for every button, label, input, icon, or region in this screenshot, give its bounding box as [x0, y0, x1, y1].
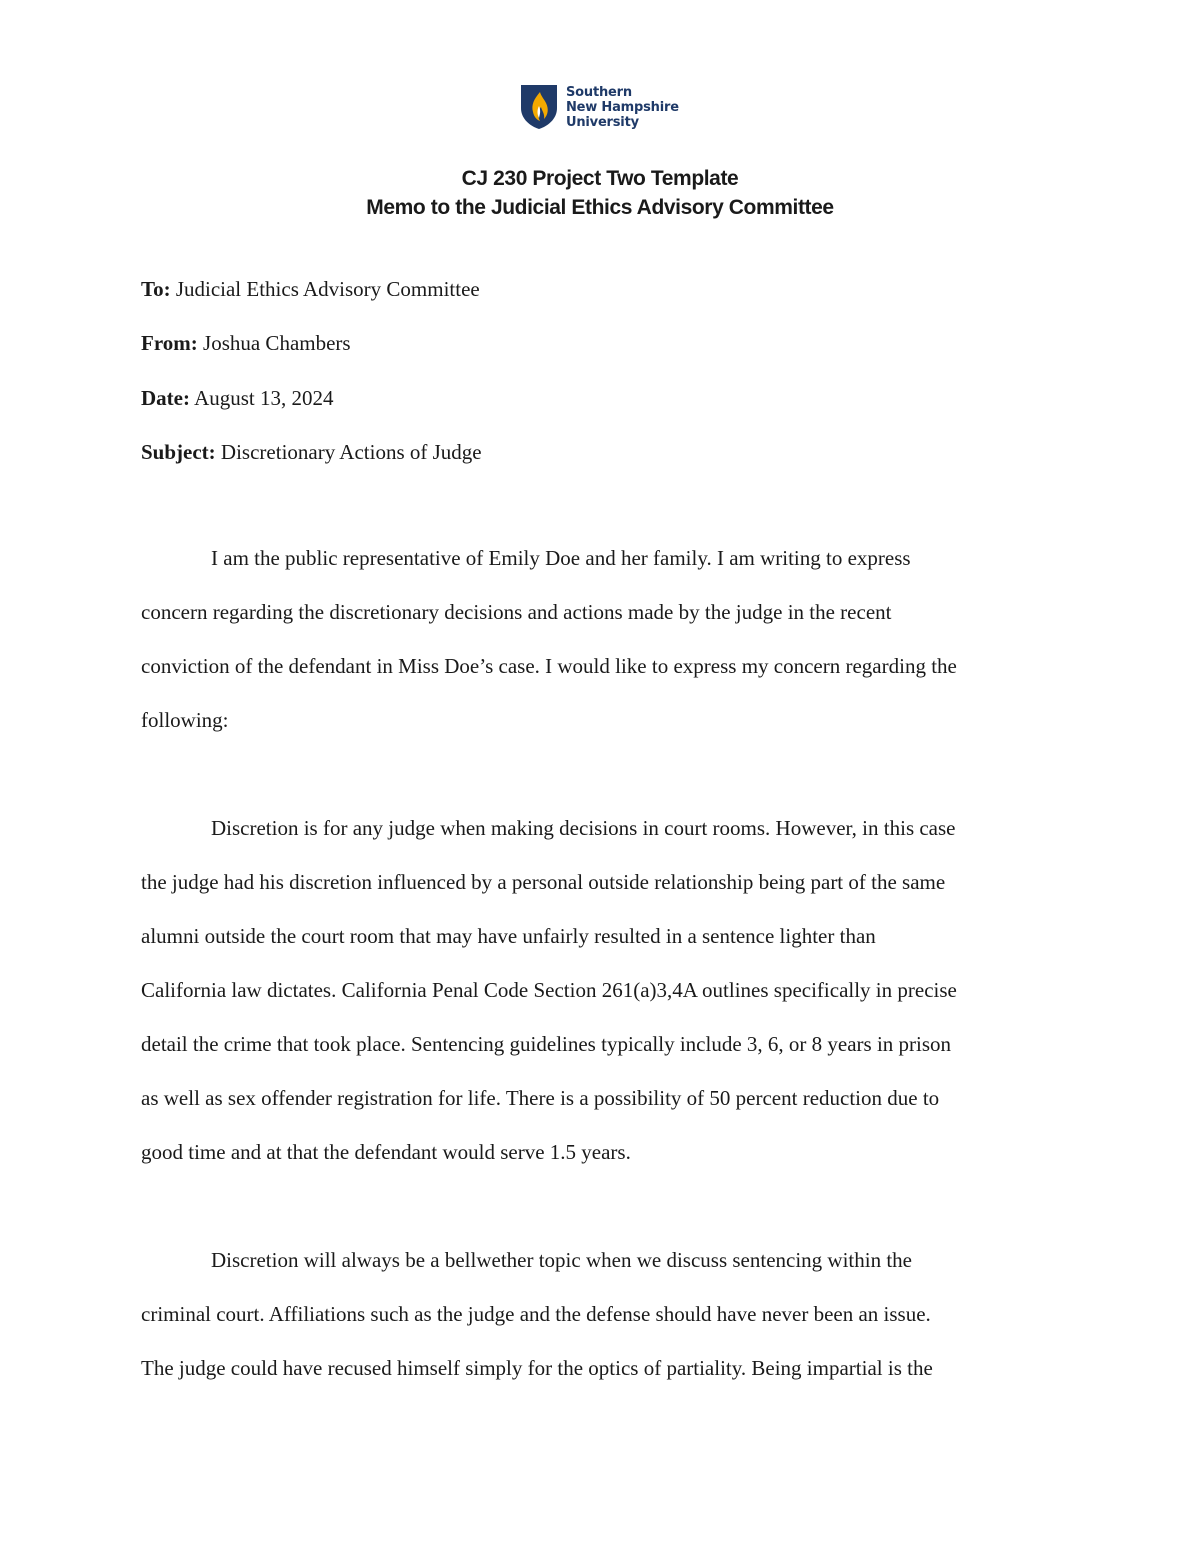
paragraph-2-line: California law dictates. California Penal Code Section 261(a)3,4A outlines specifically in precise: [141, 978, 957, 1002]
paragraph-2-line: detail the crime that took place. Sentencing guidelines typically include 3, 6, or 8 years in prison: [141, 1032, 952, 1056]
logo-text-line1: Southern: [566, 85, 632, 100]
memo-subject-line: [141, 440, 482, 465]
memo-subject-value: Discretionary Actions of Judge: [220, 440, 482, 464]
memo-date-value: August 13, 2024: [194, 386, 334, 410]
document-subtitle: Memo to the Judicial Ethics Advisory Committee: [366, 196, 834, 219]
logo-text-line3: University: [566, 115, 639, 130]
memo-subject-label: Subject:: [141, 440, 216, 464]
logo-text-line2: New Hampshire: [566, 100, 679, 115]
paragraph-1-line: following:: [141, 708, 229, 732]
document-title: CJ 230 Project Two Template: [461, 167, 739, 190]
paragraph-2-line: good time and at that the defendant would serve 1.5 years.: [141, 1140, 631, 1164]
university-logo: [520, 84, 690, 134]
paragraph-2-line: the judge had his discretion influenced by a personal outside relationship being part of the same: [141, 870, 946, 894]
memo-date-label: Date:: [141, 386, 190, 410]
paragraph-2-line: Discretion is for any judge when making decisions in court rooms. However, in this case: [211, 816, 956, 840]
memo-to-line: [141, 277, 480, 302]
paragraph-3-line: criminal court. Affiliations such as the judge and the defense should have never been an issue.: [141, 1302, 931, 1326]
paragraph-3-line: Discretion will always be a bellwether topic when we discuss sentencing within the: [211, 1248, 912, 1272]
paragraph-3-line: The judge could have recused himself simply for the optics of partiality. Being impartial is the: [141, 1356, 933, 1380]
paragraph-1-line: conviction of the defendant in Miss Doe’s case. I would like to express my concern regarding the: [141, 654, 957, 678]
memo-from-line: [141, 331, 351, 356]
paragraph-2-line: alumni outside the court room that may have unfairly resulted in a sentence lighter than: [141, 924, 876, 948]
memo-from-value: Joshua Chambers: [203, 331, 351, 355]
memo-to-value: Judicial Ethics Advisory Committee: [175, 277, 480, 301]
paragraph-1-line: I am the public representative of Emily Doe and her family. I am writing to express: [211, 546, 911, 570]
memo-date-line: [141, 386, 334, 411]
shield-flame-icon: [520, 84, 558, 130]
paragraph-1-line: concern regarding the discretionary decisions and actions made by the judge in the recent: [141, 600, 892, 624]
paragraph-2-line: as well as sex offender registration for life. There is a possibility of 50 percent reduction due to: [141, 1086, 940, 1110]
memo-to-label: To:: [141, 277, 171, 301]
logo-wordmark: [566, 85, 679, 130]
memo-from-label: From:: [141, 331, 198, 355]
